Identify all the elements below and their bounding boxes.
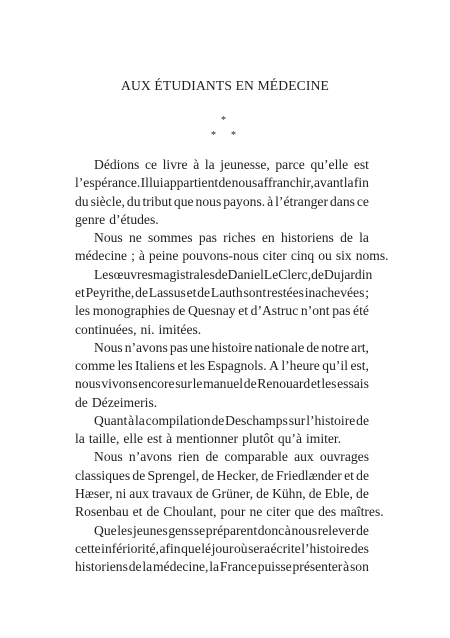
word: jeunesse, [220,157,270,172]
word: noms. [355,248,389,264]
word: et [238,303,248,319]
word: la [135,412,145,428]
word: maîtres. [340,504,384,520]
word: la [359,230,369,246]
word: plutôt [242,431,274,447]
word: de [256,486,269,502]
word: de [128,559,142,575]
word: nous [231,175,258,191]
word: à [193,157,200,172]
word: les [321,376,337,392]
word: lé [201,540,212,556]
word: donc [257,522,285,538]
word: de [75,394,88,410]
word: qu’elle [310,157,349,172]
text-line [94,266,373,284]
word: été [353,303,369,319]
word: historiens [280,230,334,246]
word: du [126,193,141,209]
text-line [75,357,369,375]
text-line [75,503,384,521]
word: aux [129,486,149,502]
word: n’avons [128,449,172,465]
word: présenter [292,559,343,575]
word: les [189,358,205,374]
word: les [117,522,133,538]
word: de [146,504,160,520]
word: son [350,559,369,575]
word: les [117,358,133,374]
word: Nous [94,339,123,355]
word: la [204,157,215,172]
word: d’études. [109,211,159,227]
word: n’avons [124,339,168,355]
word: riches [223,230,256,246]
word: de [308,486,322,502]
word: se [193,522,206,538]
word: elle [123,431,144,447]
word: Choulant, [163,504,217,520]
word: nationale [254,339,305,355]
word: à [267,193,274,209]
word: fin [353,175,369,191]
word: est [147,431,163,447]
word: imiter. [305,431,342,447]
word: Sprengel, [147,467,200,483]
word: les [75,303,91,319]
chapter-title: AUX ÉTUDIANTS EN MÉDECINE [120,78,329,93]
word: la [343,175,354,191]
word: en [261,230,275,246]
text-line [75,558,369,576]
word: Quesnay [187,303,236,319]
word: des [350,540,369,556]
word: de [132,467,146,483]
word: manuel [203,376,244,392]
word: de [205,449,219,465]
word: de [356,412,369,428]
word: que [181,540,201,556]
word: médecine [75,248,128,264]
word: lui [149,175,164,191]
word: cinq [290,248,315,264]
word: cette [75,540,101,556]
word: ce [356,193,369,209]
word: comparable [224,449,288,465]
word: tribut [142,193,172,209]
word: essais [337,376,369,392]
text-line [75,467,369,485]
word: et [132,504,143,520]
word: n’ont [300,303,330,319]
word: taille, [88,431,120,447]
word: Il [140,175,149,191]
word: six [335,248,352,264]
text-line [94,156,369,174]
text-line [94,412,369,430]
word: livre [162,157,188,172]
word: Friedlænder [276,467,342,483]
word: pouvons-nous [182,248,259,264]
word: est [353,157,369,172]
text-line [75,321,369,339]
word: œuvres [113,266,153,282]
word: ; [365,284,369,300]
word: et [177,358,188,374]
word: Daniel [227,266,264,282]
text-line [75,193,369,211]
word: notre [321,339,350,355]
word: citer [262,248,287,264]
word: du [75,193,89,209]
text-line [94,448,369,466]
word: inachevées [304,284,365,300]
word: que [294,504,315,520]
word: affranchir, [257,175,314,191]
word: de [243,376,257,392]
word: de [214,266,228,282]
word: médecine, [152,559,209,575]
word: art, [351,339,369,355]
word: payons. [223,193,266,209]
word: Quant [94,412,128,428]
text-line [75,211,369,229]
word: parce [275,157,305,172]
word: nous [291,522,318,538]
word: Grüner, [211,486,254,502]
word: qu’il [322,358,348,374]
word: restées [266,284,304,300]
word: d’Astruc [250,303,299,319]
word: rien [178,449,200,465]
text-line [75,284,369,302]
word: à [128,412,135,428]
word: comme [75,358,116,374]
word: la [209,559,220,575]
word: histoire [211,339,253,355]
word: Les [94,266,114,282]
word: ce [144,157,158,172]
word: afin [159,540,181,556]
word: Dézeimeris. [91,394,158,410]
word: classiques [75,467,131,483]
word: sont [243,284,267,300]
word: de [172,303,186,319]
word: pas [169,339,188,355]
word: et [310,376,321,392]
word: nous [195,193,222,209]
word: ouvrages [319,449,369,465]
word: de [356,522,369,538]
word: nous [75,376,101,392]
word: la [75,431,85,447]
word: de [201,467,215,483]
word: et [186,284,197,300]
text-line [75,430,369,448]
word: l’espérance. [75,175,141,191]
word: aux [294,449,314,465]
word: à [284,522,291,538]
word: de [356,486,369,502]
word: l’heure [281,358,320,374]
word: mentionner [176,431,239,447]
word: dans [329,193,355,209]
word: de [135,284,148,300]
word: à [166,431,173,447]
word: de [311,266,324,282]
word: sur [175,376,192,392]
word: Que [94,522,117,538]
word: où [234,540,248,556]
word: magistrales [152,266,215,282]
word: à [343,559,350,575]
ornament-asterisk-top: * [221,115,226,126]
word: et [75,284,85,300]
word: avant [314,175,344,191]
word: de [260,467,274,483]
word: de [197,284,211,300]
word: Deschamps [225,412,288,428]
text-line [94,339,369,357]
word: préparent [205,522,258,538]
word: Renouard [257,376,311,392]
word: Dujardin [323,266,373,282]
word: pas [332,303,351,319]
word: Clerc, [278,266,312,282]
word: le [192,376,203,392]
word: genre [75,211,106,227]
word: sera [248,540,270,556]
word: une [189,339,210,355]
word: imitées. [158,321,202,337]
word: est, [350,358,369,374]
word: de [195,486,209,502]
word: Le [263,266,279,282]
word: de [306,339,320,355]
word: et [344,467,354,483]
word: continuées, [75,321,137,337]
word: Kühn, [272,486,306,502]
word: que [173,193,194,209]
word: Italiens [135,358,176,374]
word: ; [131,248,135,264]
text-line [75,302,369,320]
word: écrite [270,540,301,556]
word: Hecker, [216,467,259,483]
word: ne [249,504,263,520]
word: de [340,230,353,246]
text-line [94,229,369,247]
word: Espagnols. [207,358,267,374]
word: Nous [94,449,123,465]
word: Lauth [210,284,243,300]
word: vivons [101,376,138,392]
text-line [75,174,369,192]
text-line [75,247,389,265]
word: pas [198,230,217,246]
word: l’histoire [306,412,356,428]
word: l’étranger [275,193,328,209]
ornament-asterisk-bottom-right: * [231,130,236,141]
word: des [318,504,337,520]
word: de [356,467,369,483]
text-line [75,375,369,393]
word: A [269,358,279,374]
text-line [75,540,369,558]
word: peine [148,248,179,264]
word: Rosenbau [75,504,129,520]
text-line [94,522,369,540]
word: la [142,559,153,575]
word: de [211,412,225,428]
ornament-asterisk-bottom-left: * [211,130,216,141]
word: l’histoire [301,540,351,556]
word: citer [266,504,291,520]
word: pour [220,504,246,520]
word: Nous [94,230,123,246]
word: jour [211,540,234,556]
word: puisse [257,559,292,575]
word: travaux [152,486,193,502]
word: sommes [148,230,193,246]
word: historiens [75,559,128,575]
word: qu’à [277,431,302,447]
word: siècle, [90,193,125,209]
word: jeunes [132,522,168,538]
text-line [75,394,369,412]
word: ne [128,230,142,246]
word: France [219,559,257,575]
word: à [138,248,145,264]
word: ou [318,248,332,264]
word: monographies [92,303,170,319]
word: Eble, [324,486,353,502]
word: encore [138,376,175,392]
word: gens [168,522,194,538]
word: ni [115,486,127,502]
word: relever [317,522,356,538]
word: Hæser, [75,486,113,502]
text-line [75,485,369,503]
word: appartient [163,175,219,191]
word: Lassus [148,284,186,300]
word: ni. [140,321,155,337]
word: compilation [145,412,211,428]
word: infériorité, [101,540,159,556]
word: de [218,175,232,191]
word: Dédions [94,157,140,172]
word: Peyrithe, [85,284,135,300]
word: sur [288,412,306,428]
